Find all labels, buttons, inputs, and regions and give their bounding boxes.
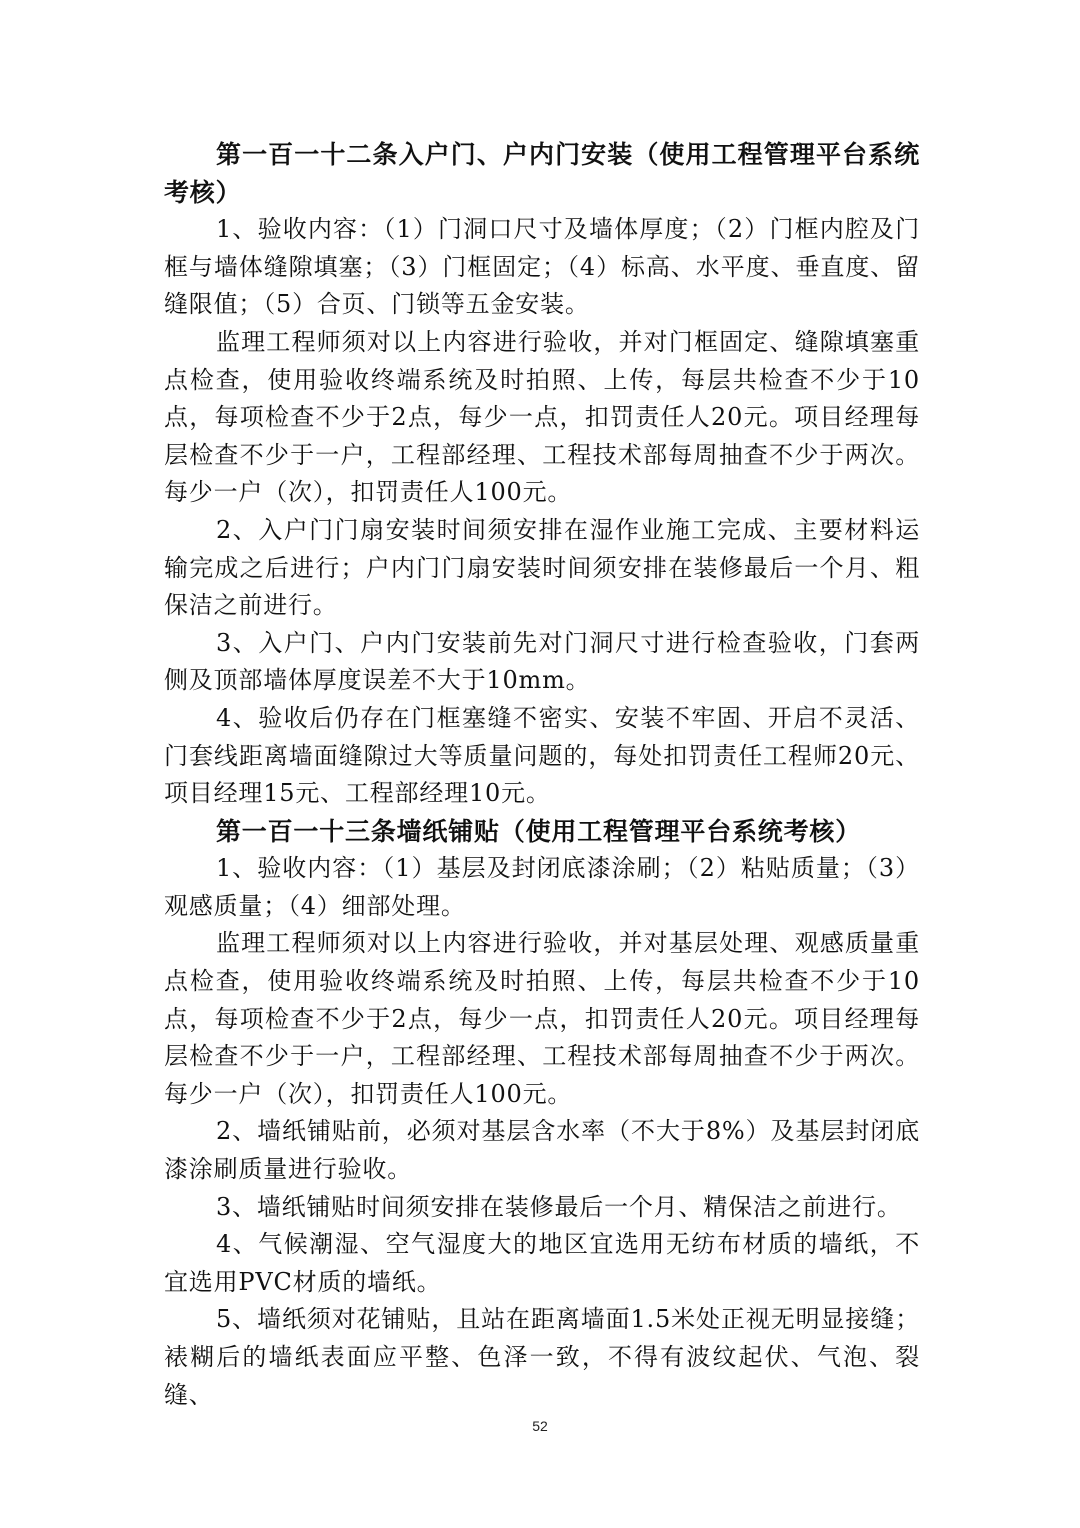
- article-113-paragraph-1: 1、验收内容：（1）基层及封闭底漆涂刷；（2）粘贴质量；（3）观感质量；（4）细部处理。: [164, 854, 920, 920]
- article-113-paragraph-5: 4、气候潮湿、空气湿度大的地区宜选用无纺布材质的墙纸，不宜选用PVC材质的墙纸。: [164, 1230, 920, 1296]
- page-number: 52: [532, 1418, 548, 1434]
- article-112-paragraph-2: 监理工程师须对以上内容进行验收，并对门框固定、缝隙填塞重点检查，使用验收终端系统及时拍照、上传，每层共检查不少于10点，每项检查不少于2点，每少一点，扣罚责任人20元。项目经理每层检查不少于一户，工程部经理、工程技术部每周抽查不少于两次。每少一户（次），扣罚责任人100元。: [164, 327, 920, 507]
- article-112-title: 第一百一十二条入户门、户内门安装（使用工程管理平台系统考核）: [164, 140, 920, 207]
- article-113-title: 第一百一十三条墙纸铺贴（使用工程管理平台系统考核）: [216, 816, 862, 846]
- article-112-paragraph-5: 4、验收后仍存在门框塞缝不密实、安装不牢固、开启不灵活、门套线距离墙面缝隙过大等质量问题的，每处扣罚责任工程师20元、项目经理15元、工程部经理10元。: [164, 703, 920, 808]
- article-113-paragraph-3: 2、墙纸铺贴前，必须对基层含水率（不大于8%）及基层封闭底漆涂刷质量进行验收。: [164, 1117, 920, 1184]
- document-page: [164, 136, 920, 1414]
- article-113-paragraph-4: 3、墙纸铺贴时间须安排在装修最后一个月、精保洁之前进行。: [216, 1192, 902, 1221]
- article-112-paragraph-1: 1、验收内容：（1）门洞口尺寸及墙体厚度；（2）门框内腔及门框与墙体缝隙填塞；（3）门框固定；（4）标高、水平度、垂直度、留缝限值；（5）合页、门锁等五金安装。: [164, 215, 920, 319]
- article-112-paragraph-4: 3、入户门、户内门安装前先对门洞尺寸进行检查验收，门套两侧及顶部墙体厚度误差不大于10mm。: [164, 628, 920, 695]
- article-112-paragraph-3: 2、入户门门扇安装时间须安排在湿作业施工完成、主要材料运输完成之后进行；户内门门扇安装时间须安排在装修最后一个月、粗保洁之前进行。: [164, 515, 920, 620]
- article-113-paragraph-6: 5、墙纸须对花铺贴，且站在距离墙面1.5米处正视无明显接缝；裱糊后的墙纸表面应平整、色泽一致，不得有波纹起伏、气泡、裂缝、: [164, 1305, 920, 1409]
- article-113-paragraph-2: 监理工程师须对以上内容进行验收，并对基层处理、观感质量重点检查，使用验收终端系统及时拍照、上传，每层共检查不少于10点，每项检查不少于2点，每少一点，扣罚责任人20元。项目经理每层检查不少于一户，工程部经理、工程技术部每周抽查不少于两次。每少一户（次），扣罚责任人100元。: [164, 929, 920, 1108]
